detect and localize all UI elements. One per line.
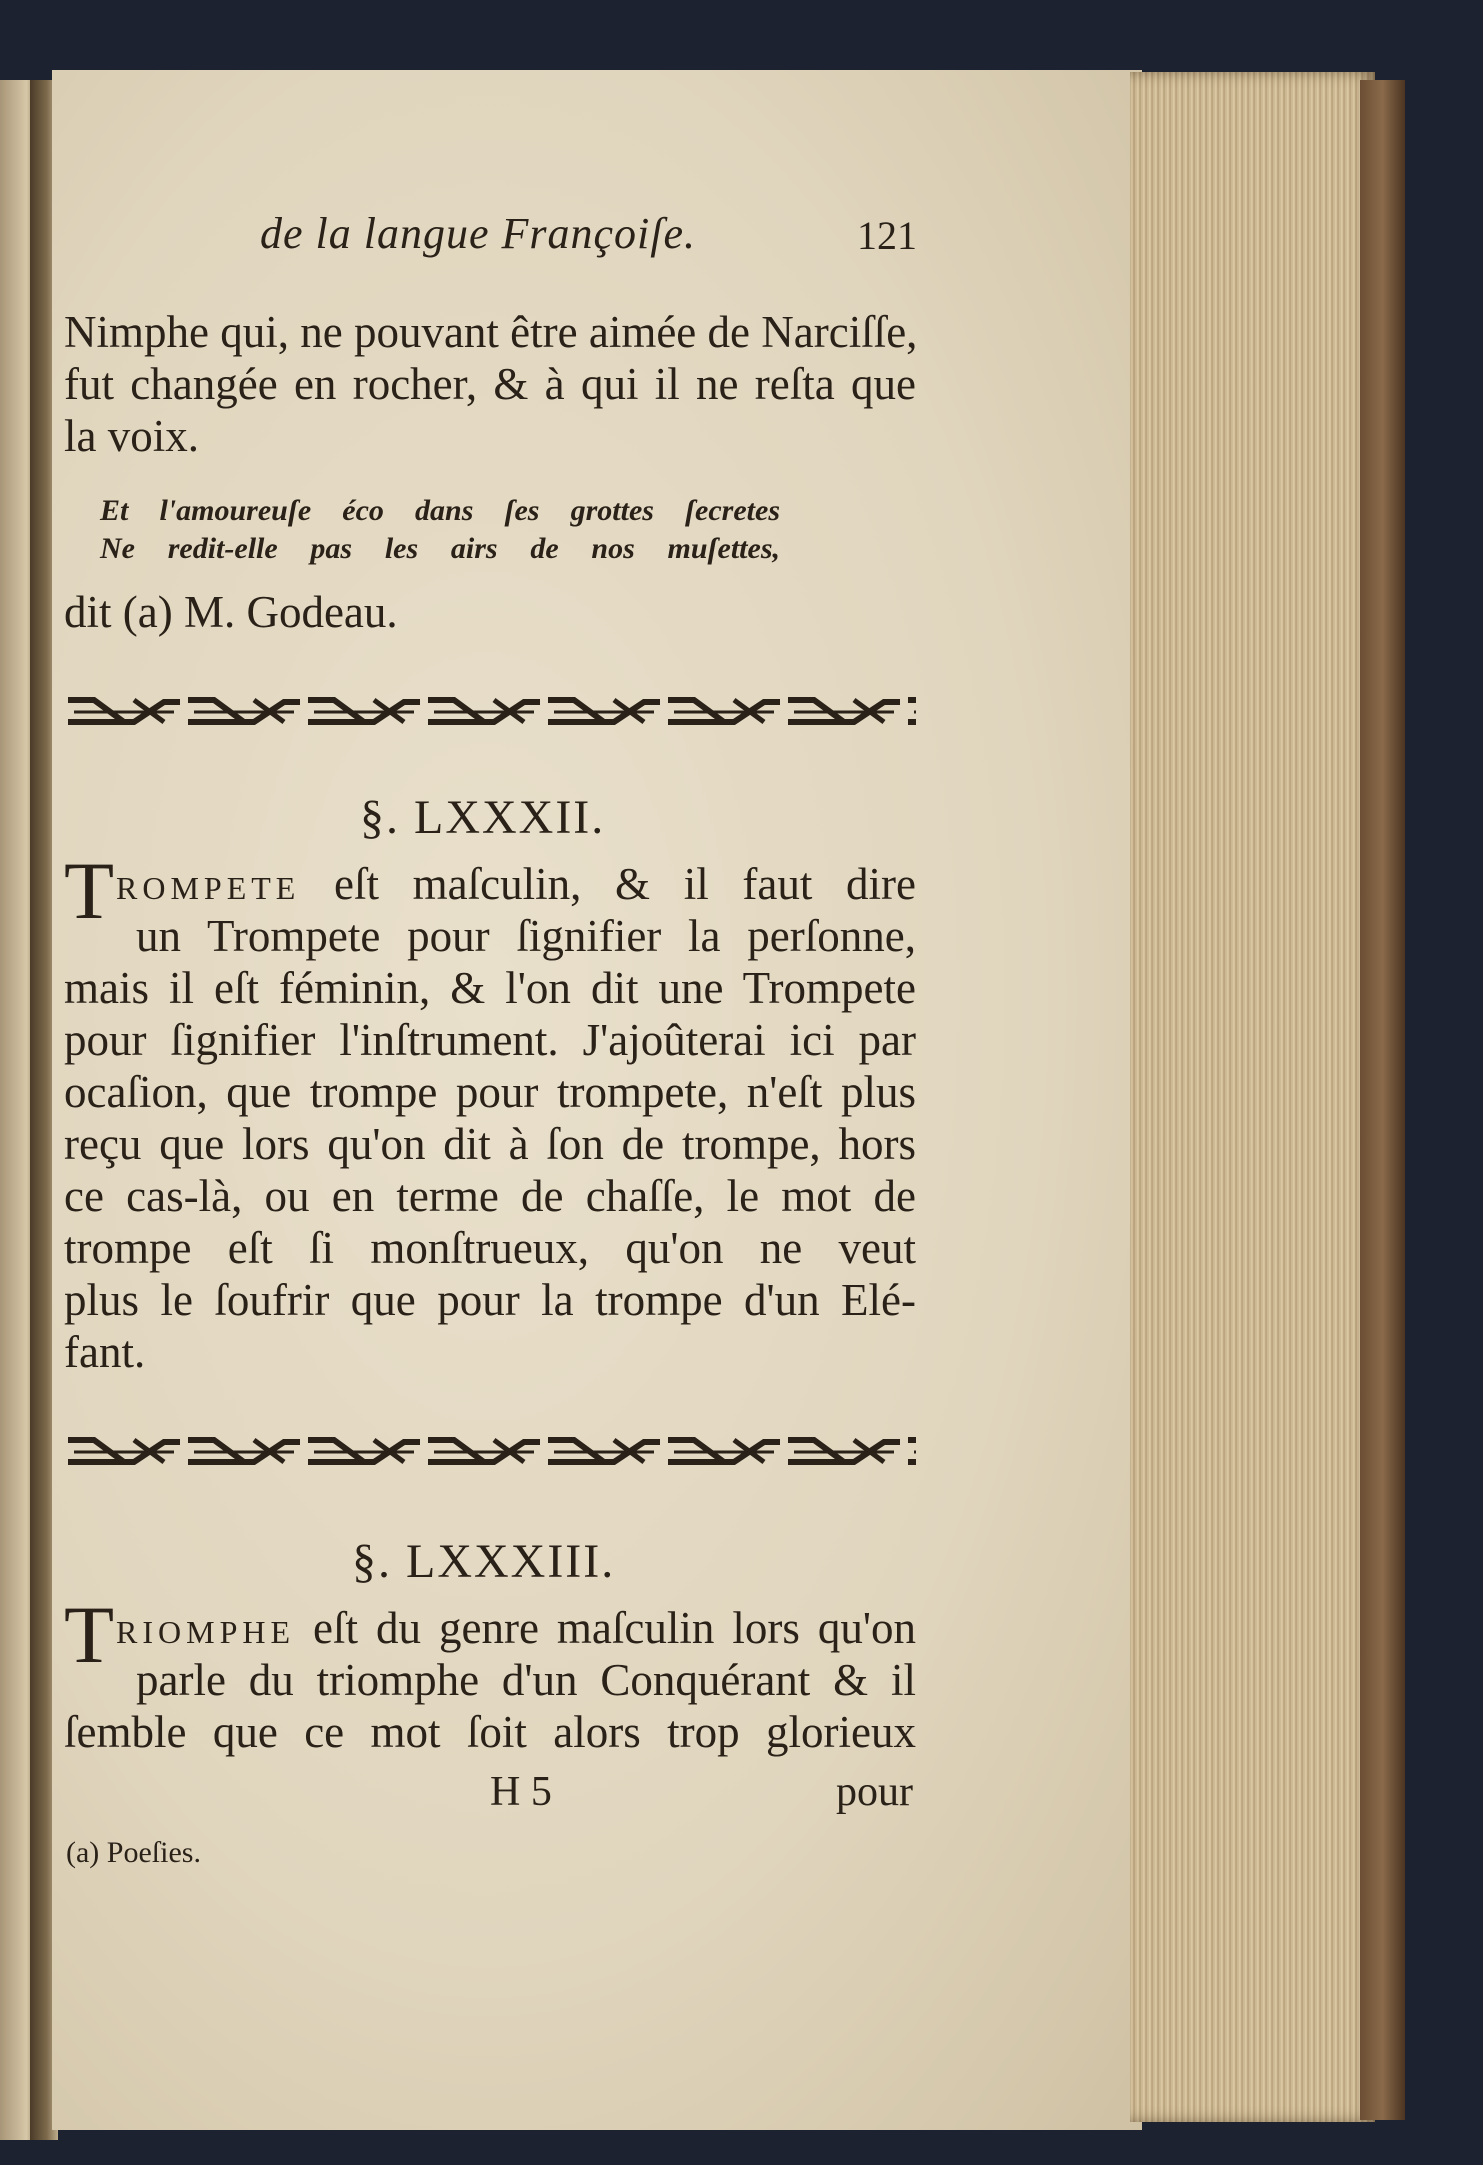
page-block-edge	[1130, 72, 1375, 2122]
section-paragraph	[64, 1654, 916, 1758]
text-line: reçu que lors qu'on dit à ſon de trompe, hors	[64, 1119, 916, 1169]
footnote: (a) Poeſies.	[66, 1836, 201, 1869]
text-line: ſemble que ce mot ſoit alors trop glorieux	[64, 1707, 916, 1757]
verse-line: Ne redit-elle pas les airs de nos muſettes,	[100, 532, 780, 565]
ornamental-rule	[64, 1432, 916, 1470]
text-line: la voix.	[64, 411, 199, 461]
text-line: un Trompete pour ſignifier la perſonne,	[136, 911, 916, 961]
drop-cap: T	[64, 1589, 115, 1680]
text-line: pour ſignifier l'inſtrument. J'ajoûterai ici par	[64, 1015, 916, 1065]
page-number: 121	[857, 213, 917, 258]
first-line-text: eſt du genre maſculin lors qu'on	[313, 1603, 916, 1653]
text-line: fant.	[64, 1327, 146, 1377]
text-line: fut changée en rocher, & à qui il ne reſta que	[64, 359, 916, 409]
text-line: mais il eſt féminin, & l'on dit une Trompete	[64, 963, 916, 1013]
lead-word: RIOMPHE	[116, 1614, 296, 1650]
text-line: trompe eſt ſi monſtrueux, qu'on ne veut	[64, 1223, 916, 1273]
text-line: ocaſion, que trompe pour trompete, n'eſt plus	[64, 1067, 916, 1117]
signature-mark: H 5	[490, 1769, 552, 1815]
section-paragraph	[64, 910, 916, 1378]
text-line: plus le ſoufrir que pour la trompe d'un Elé-	[64, 1275, 916, 1325]
section-heading: §. LXXXIII.	[352, 1535, 616, 1588]
verse-line: Et l'amoureuſe éco dans ſes grottes ſecretes	[100, 494, 780, 527]
attribution: dit (a) M. Godeau.	[64, 587, 398, 637]
verse-quotation	[100, 492, 780, 568]
text-line: Nimphe qui, ne pouvant être aimée de Narciſſe,	[64, 307, 918, 357]
lead-word: ROMPETE	[116, 870, 301, 906]
text-line: ce cas-là, ou en terme de chaſſe, le mot de	[64, 1171, 916, 1221]
section-first-line	[116, 1602, 916, 1658]
ornamental-rule	[64, 692, 916, 730]
catchword: pour	[836, 1769, 913, 1815]
drop-cap: T	[64, 845, 115, 936]
section-first-line	[116, 858, 916, 914]
first-line-text: eſt maſculin, & il faut dire	[334, 859, 916, 909]
opening-paragraph	[64, 306, 916, 462]
running-head: de la langue Françoiſe.	[260, 209, 697, 258]
book-cover-edge	[1360, 80, 1405, 2120]
section-heading: §. LXXXII.	[360, 791, 606, 844]
text-line: parle du triomphe d'un Conquérant & il	[136, 1655, 916, 1705]
